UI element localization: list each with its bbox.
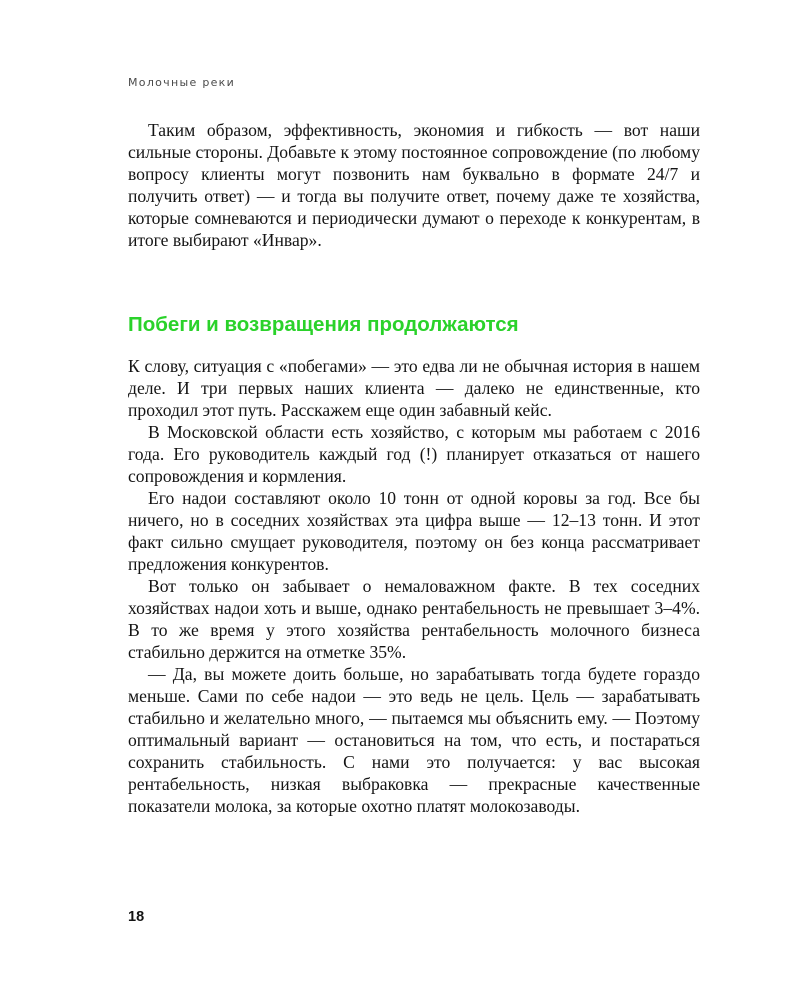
section-body xyxy=(128,355,700,817)
paragraph: В Московской области есть хозяйство, с которым мы работаем с 2016 года. Его руководитель каждый год (!) планирует отказаться от нашего сопровождения и кормления. xyxy=(128,422,700,486)
running-head: Молочные реки xyxy=(128,76,236,89)
intro-section xyxy=(128,119,700,251)
paragraph: К слову, ситуация с «побегами» — это едва ли не обычная история в нашем деле. И три первых наших клиента — далеко не единственные, кто проходил этот путь. Расскажем еще один забавный кейс. xyxy=(128,356,700,420)
dialogue-paragraph: — Да, вы можете доить больше, но зарабатывать тогда будете гораздо меньше. Сами по себе надои — это ведь не цель. Цель — зарабатывать стабильно и желательно много, — пытаемся мы объяснить ему. — Поэтому оптимальный вариант — остановиться на том, что есть, и постараться сохранить стабильность. С нами это получается: у вас высокая рентабельность, низкая выбраковка — прекрасные качественные показатели молока, за которые охотно платят молокозаводы. xyxy=(128,664,700,816)
page-number: 18 xyxy=(128,909,145,925)
paragraph: Вот только он забывает о немаловажном факте. В тех соседних хозяйствах надои хоть и выше, однако рентабельность не превышает 3–4%. В то же время у этого хозяйства рентабельность молочного бизнеса стабильно держится на отметке 35%. xyxy=(128,576,700,662)
intro-paragraph: Таким образом, эффективность, экономия и гибкость — вот наши сильные стороны. Добавьте к этому постоянное сопровождение (по любому вопросу клиенты могут позвонить нам буквально в формате 24/7 и получить ответ) — и тогда вы получите ответ, почему даже те хозяйства, которые сомневаются и периодически думают о переходе к конкурентам, в итоге выбирают «Инвар». xyxy=(128,120,700,250)
paragraph: Его надои составляют около 10 тонн от одной коровы за год. Все бы ничего, но в соседних хозяйствах эта цифра выше — 12–13 тонн. И этот факт сильно смущает руководителя, поэтому он без конца рассматривает предложения конкурентов. xyxy=(128,488,700,574)
section-heading: Побеги и возвращения продолжаются xyxy=(128,313,519,336)
